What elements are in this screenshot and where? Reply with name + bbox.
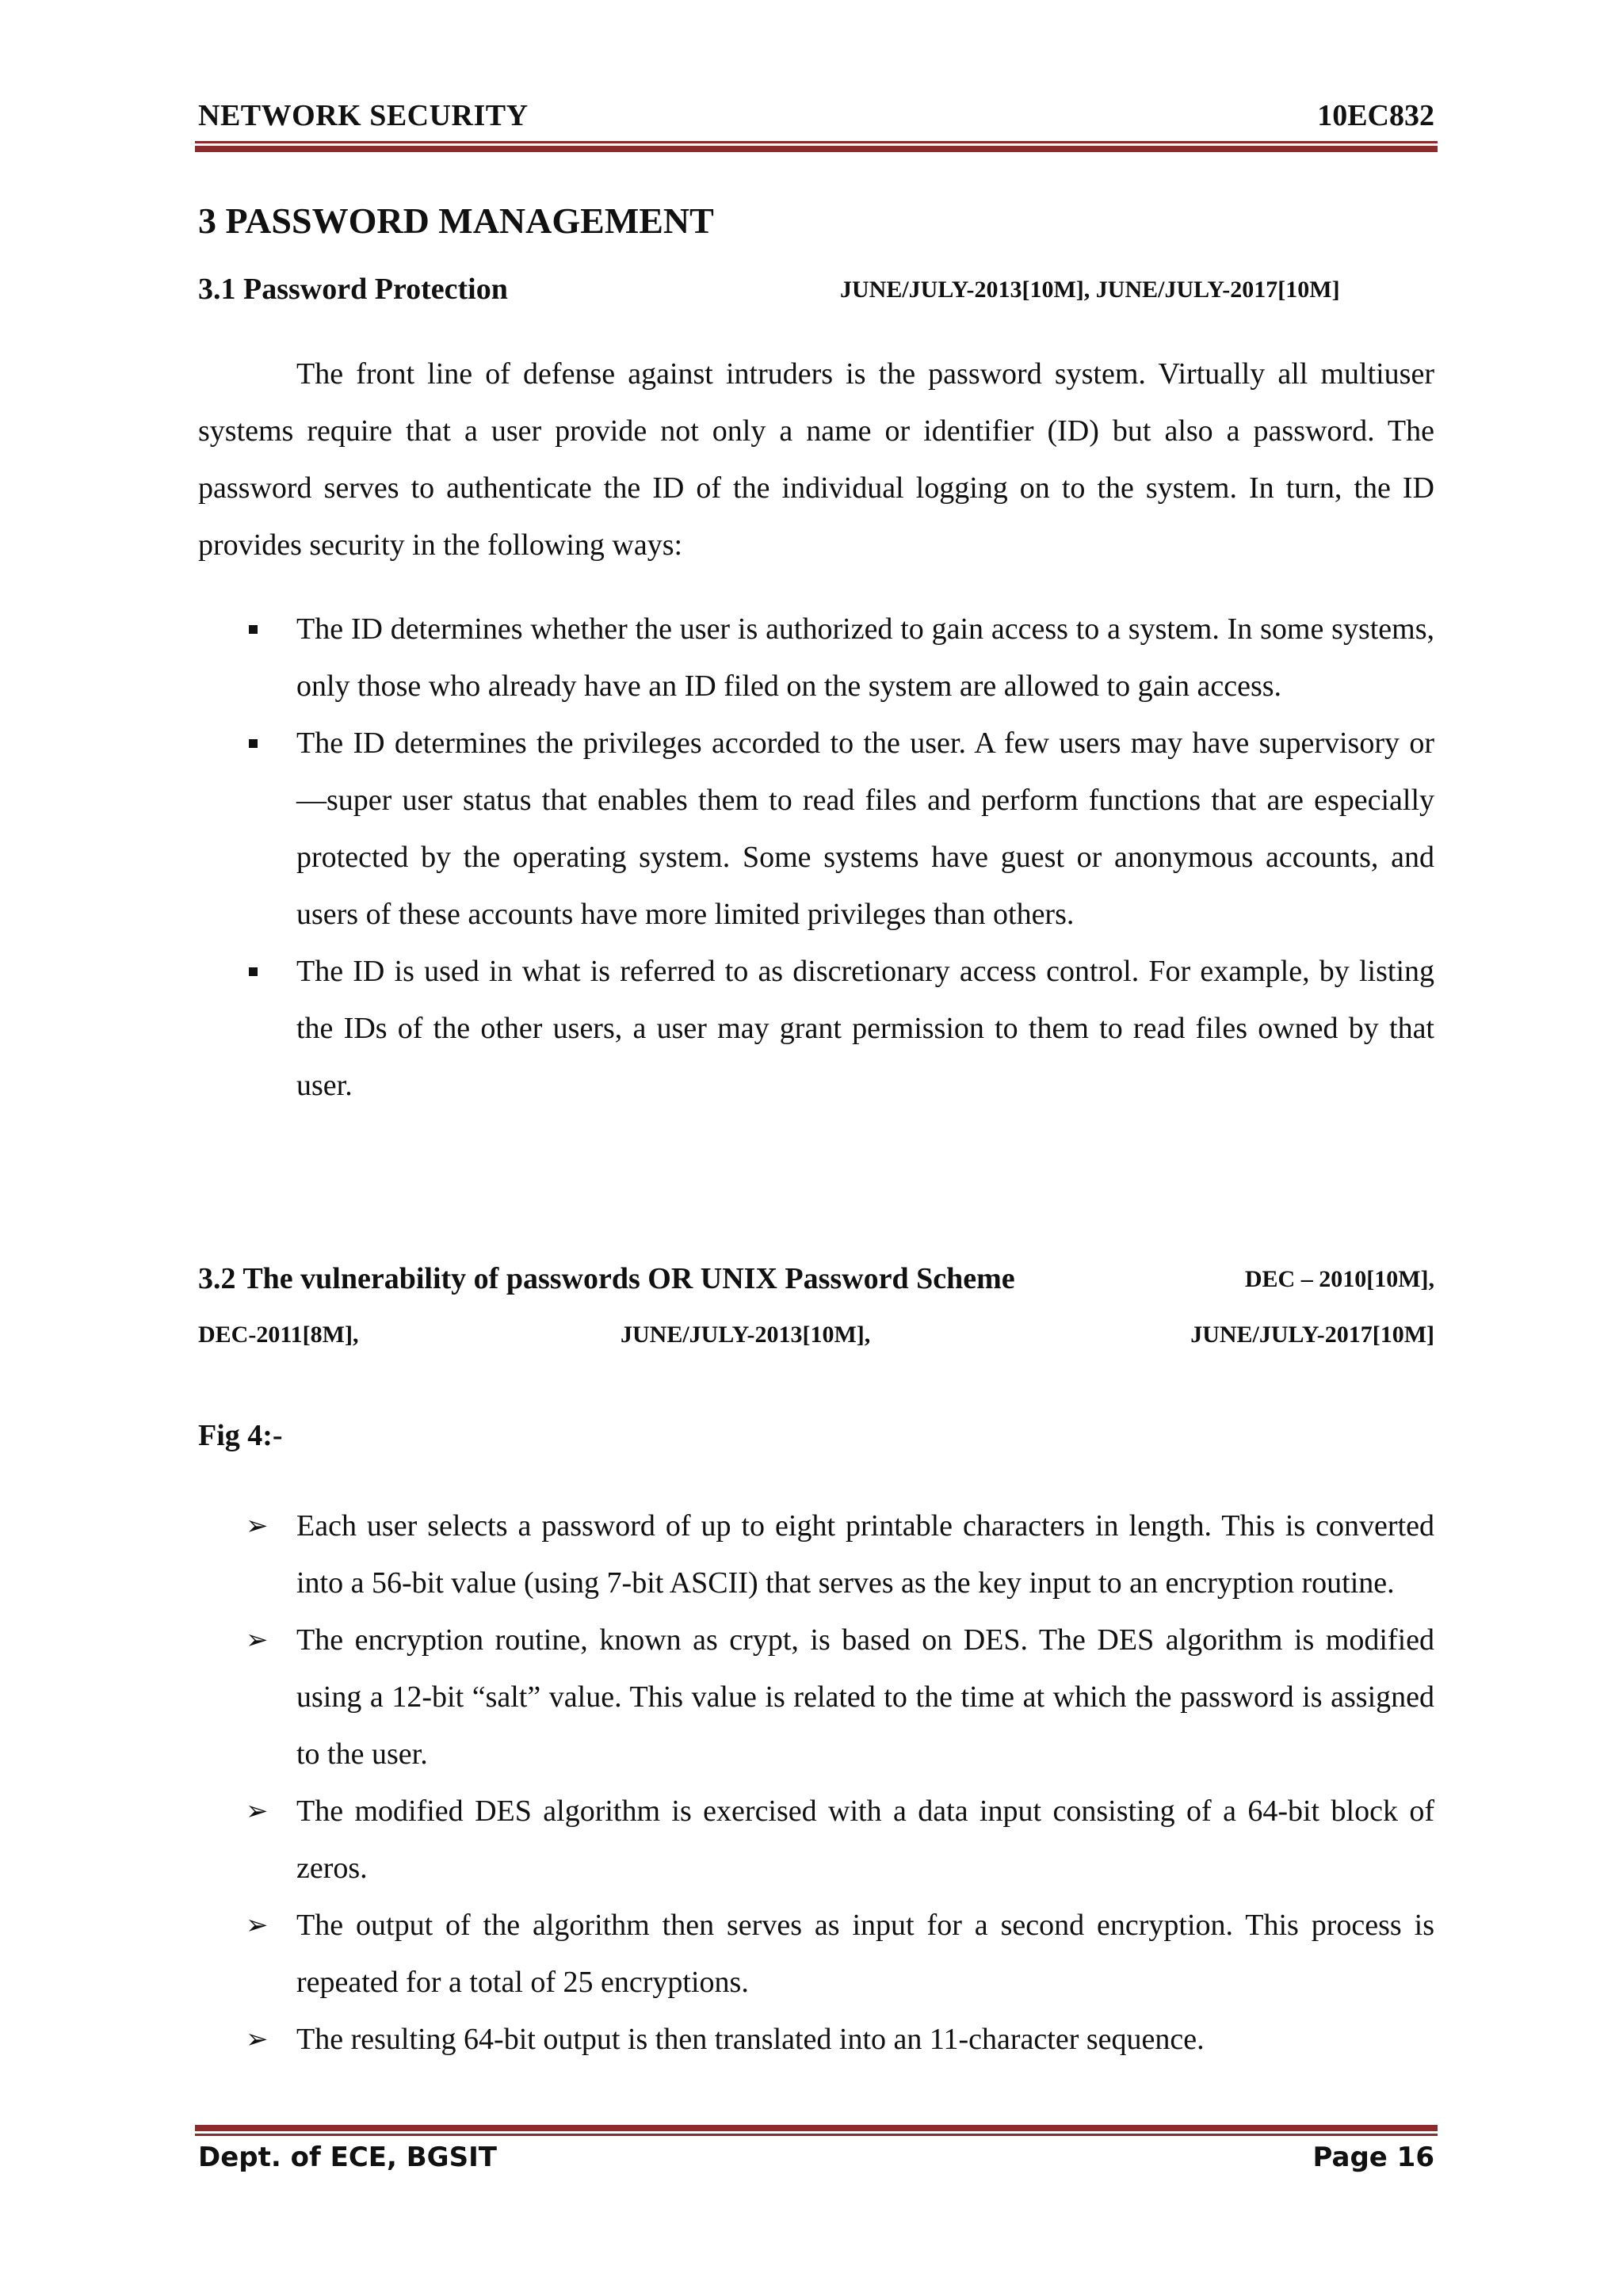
figure-label: Fig 4:-: [198, 1419, 283, 1452]
list-item-text: The output of the algorithm then serves as input for a second encryption. This process is repeated for a total of 25 encryptions.: [296, 1909, 1434, 1999]
document-page: [198, 0, 1434, 2296]
exam-mark: DEC-2011[8M],: [198, 1322, 359, 1348]
footer-department: Dept. of ECE, BGSIT: [198, 2142, 497, 2173]
list-item-text: Each user selects a password of up to eight printable characters in length. This is converted into a 56-bit value (using 7-bit ASCII) that serves as the key input to an encryption routine.: [296, 1509, 1434, 1600]
section-exam-marks: JUNE/JULY-2013[10M], JUNE/JULY-2017[10M]: [840, 277, 1340, 303]
list-item-text: The ID is used in what is referred to as discretionary access control. For example, by listing the IDs of the other users, a user may grant permission to them to read files owned by that user.: [296, 955, 1434, 1102]
header-course-title: NETWORK SECURITY: [198, 99, 529, 132]
page-header: [198, 98, 1434, 138]
list-item: [198, 1497, 1434, 1611]
arrow-bullet-icon: ➢: [246, 1795, 269, 1827]
list-item-text: The encryption routine, known as crypt, is based on DES. The DES algorithm is modified using a 12-bit “salt” value. This value is related to the time at which the password is assigned to the user.: [296, 1623, 1434, 1771]
arrow-bullet-icon: ➢: [246, 1510, 269, 1542]
id-security-list: [198, 601, 1434, 1114]
footer-page-number: Page 16: [1312, 2142, 1434, 2173]
footer-rule-thin: [195, 2134, 1438, 2136]
list-item: [198, 1611, 1434, 1783]
header-course-code: 10EC832: [1317, 99, 1434, 132]
intro-paragraph: The front line of defense against intruders is the password system. Virtually all multiuser systems require that a user provide not only a name or identifier (ID) but also a password. The password serves to authenticate the ID of the individual logging on to the system. In turn, the ID provides security in the following ways:: [198, 357, 1434, 562]
arrow-bullet-icon: ➢: [246, 1624, 269, 1656]
section-title: 3.1 Password Protection: [198, 273, 508, 306]
unix-scheme-list: [198, 1497, 1434, 2068]
list-item: [198, 1783, 1434, 1897]
list-item-text: The modified DES algorithm is exercised with a data input consisting of a 64-bit block of zeros.: [296, 1794, 1434, 1885]
arrow-bullet-icon: ➢: [246, 2023, 269, 2055]
list-item: [198, 601, 1434, 715]
list-item: [198, 715, 1434, 943]
arrow-bullet-icon: ➢: [246, 1909, 269, 1941]
square-bullet-icon: [249, 967, 258, 976]
list-item: [198, 2011, 1434, 2068]
chapter-heading: 3 PASSWORD MANAGEMENT: [198, 200, 714, 241]
page-footer: [198, 2142, 1434, 2181]
header-rule-thick: [195, 146, 1438, 152]
section-heading-row: [198, 272, 1434, 311]
section-title: 3.2 The vulnerability of passwords OR UNIX Password Scheme: [198, 1262, 1015, 1295]
list-item: [198, 1897, 1434, 2011]
list-item-text: The ID determines the privileges accorded to the user. A few users may have supervisory or ―super user status that enables them to read files and perform functions that are especially protected by the operating system. Some systems have guest or anonymous accounts, and users of these accounts have more limited privileges than others.: [296, 727, 1434, 931]
list-item-text: The resulting 64-bit output is then translated into an 11-character sequence.: [296, 2023, 1205, 2056]
list-item: [198, 943, 1434, 1114]
header-rule-thin: [195, 141, 1438, 143]
square-bullet-icon: [249, 625, 258, 634]
list-item-text: The ID determines whether the user is authorized to gain access to a system. In some systems, only those who already have an ID filed on the system are allowed to gain access.: [296, 612, 1434, 703]
exam-mark: JUNE/JULY-2013[10M],: [621, 1322, 871, 1348]
section-exam-marks: DEC – 2010[10M],: [1244, 1266, 1434, 1292]
footer-rule-thick: [195, 2125, 1438, 2131]
section-heading-row: [198, 1261, 1434, 1301]
exam-mark: JUNE/JULY-2017[10M]: [1190, 1322, 1434, 1348]
square-bullet-icon: [249, 739, 258, 748]
